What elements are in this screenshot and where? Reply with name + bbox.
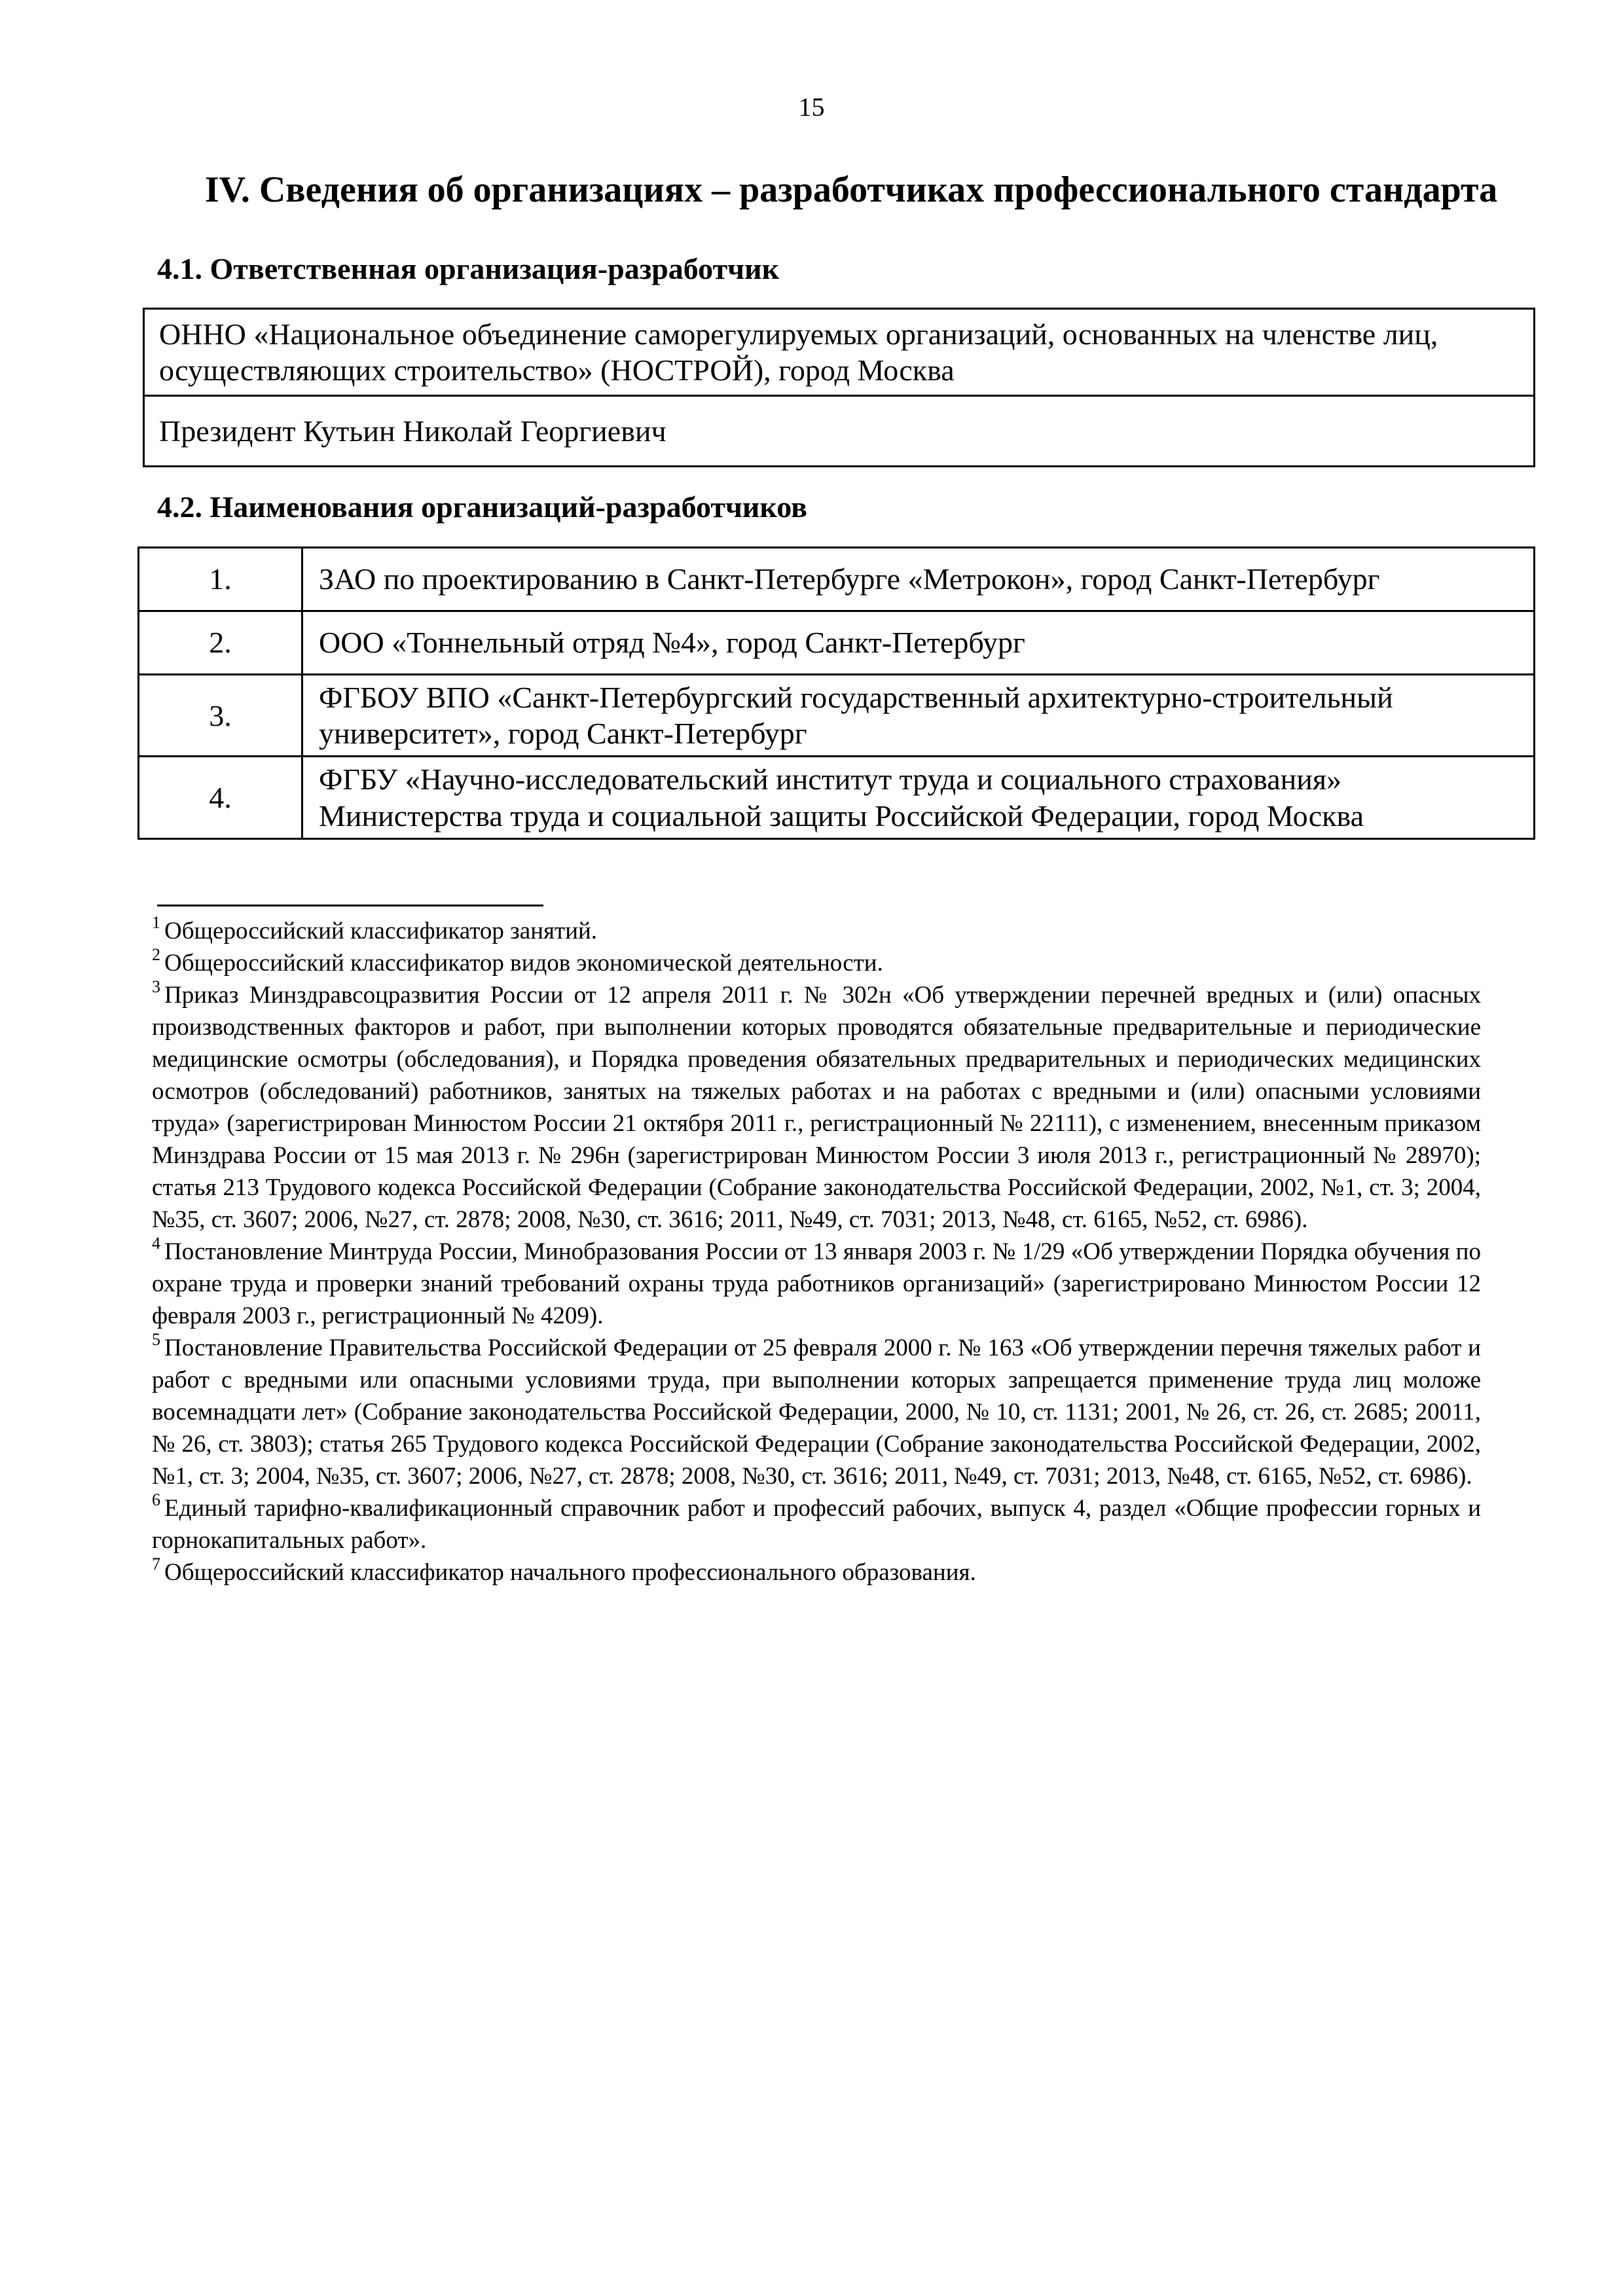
footnote xyxy=(152,1332,1481,1492)
row-number: 4. xyxy=(139,757,302,838)
responsible-org-head: Президент Кутьин Николай Георгиевич xyxy=(144,396,1535,467)
developer-name: ЗАО по проектированию в Санкт-Петербурге «Метрокон», город Санкт-Петербург xyxy=(302,548,1535,611)
footnote-text: Единый тарифно-квалификационный справочник работ и профессий рабочих, выпуск 4, раздел «Общие профессии горных и горнокапитальных работ». xyxy=(152,1495,1481,1554)
developers-table xyxy=(137,547,1535,840)
footnote-mark: 5 xyxy=(152,1330,160,1349)
footnote-text: Приказ Минздравсоцразвития России от 12 апреля 2011 г. № 302н «Об утверждении перечней вредных и (или) опасных производственных факторов и работ, при выполнении которых проводятся обязательные предварительные и периодические медицинские осмотры (обследования), и Порядка проведения обязательных предварительных и периодических медицинских осмотров (обследований) работников, занятых на тяжелых работах и на работах с вредными и (или) опасными условиями труда» (зарегистрирован Минюстом России 21 октября 2011 г., регистрационный № 22111), с изменением, внесенным приказом Минздрава России от 15 мая 2013 г. № 296н (зарегистрирован Минюстом России 3 июля 2013 г., регистрационный № 28970); статья 213 Трудового кодекса Российской Федерации (Собрание законодательства Российской Федерации, 2002, №1, ст. 3; 2004, №35, ст. 3607; 2006, №27, ст. 2878; 2008, №30, ст. 3616; 2011, №49, ст. 7031; 2013, №48, ст. 6165, №52, ст. 6986). xyxy=(152,982,1481,1233)
row-number: 2. xyxy=(139,611,302,675)
developer-name: ФГБУ «Научно-исследовательский институт труда и социального страхования» Министерства труда и социальной защиты Российской Федерации, город Москва xyxy=(302,757,1535,838)
footnote-mark: 2 xyxy=(152,945,160,964)
table-row xyxy=(139,757,1535,838)
footnote xyxy=(152,1236,1481,1332)
row-number: 1. xyxy=(139,548,302,611)
footnote xyxy=(152,947,1481,979)
table-row xyxy=(139,675,1535,757)
footnote xyxy=(152,1556,1481,1588)
table-row xyxy=(144,396,1535,467)
table-row xyxy=(139,548,1535,611)
footnote-text: Общероссийский классификатор занятий. xyxy=(164,918,598,944)
responsible-org-heading: 4.1. Ответственная организация-разработчик xyxy=(157,252,780,285)
footnote-mark: 6 xyxy=(152,1490,160,1509)
page-number: 15 xyxy=(798,92,825,122)
footnote-divider xyxy=(157,905,543,906)
developer-name: ООО «Тоннельный отряд №4», город Санкт-Петербург xyxy=(302,611,1535,675)
footnote-text: Постановление Минтруда России, Минобразования России от 13 января 2003 г. № 1/29 «Об утверждении Порядка обучения по охране труда и проверки знаний требований охраны труда работников организаций» (зарегистрировано Минюстом России 12 февраля 2003 г., регистрационный № 4209). xyxy=(152,1238,1481,1329)
footnote-text: Общероссийский классификатор начального профессионального образования. xyxy=(164,1559,976,1586)
footnote-mark: 7 xyxy=(152,1554,160,1573)
footnote-mark: 3 xyxy=(152,977,160,996)
developer-name: ФГБОУ ВПО «Санкт-Петербургский государственный архитектурно-строительный университет», город Санкт-Петербург xyxy=(302,675,1535,757)
row-number: 3. xyxy=(139,675,302,757)
footnotes xyxy=(152,915,1481,1588)
footnote xyxy=(152,979,1481,1236)
footnote-mark: 4 xyxy=(152,1234,160,1253)
footnote xyxy=(152,915,1481,947)
footnote-text: Постановление Правительства Российской Федерации от 25 февраля 2000 г. № 163 «Об утверждении перечня тяжелых работ и работ с вредными или опасными условиями труда, при выполнении которых запрещается применение труда лиц моложе восемнадцати лет» (Собрание законодательства Российской Федерации, 2000, № 10, ст. 1131; 2001, № 26, ст. 26, ст. 2685; 20011, № 26, ст. 3803); статья 265 Трудового кодекса Российской Федерации (Собрание законодательства Российской Федерации, 2002, №1, ст. 3; 2004, №35, ст. 3607; 2006, №27, ст. 2878; 2008, №30, ст. 3616; 2011, №49, ст. 7031; 2013, №48, ст. 6165, №52, ст. 6986). xyxy=(152,1335,1481,1490)
developers-heading: 4.2. Наименования организаций-разработчиков xyxy=(157,490,807,524)
table-row xyxy=(139,611,1535,675)
responsible-org-name: ОННО «Национальное объединение саморегулируемых организаций, основанных на членстве лиц, осуществляющих строительство» (НОСТРОЙ), город Москва xyxy=(144,309,1535,396)
responsible-org-table xyxy=(143,308,1535,467)
footnote-mark: 1 xyxy=(152,913,160,932)
table-row xyxy=(144,309,1535,396)
footnote-text: Общероссийский классификатор видов экономической деятельности. xyxy=(164,950,883,977)
footnote xyxy=(152,1492,1481,1556)
section-title: IV. Сведения об организациях – разработчиках профессионального стандарта xyxy=(204,170,1498,210)
